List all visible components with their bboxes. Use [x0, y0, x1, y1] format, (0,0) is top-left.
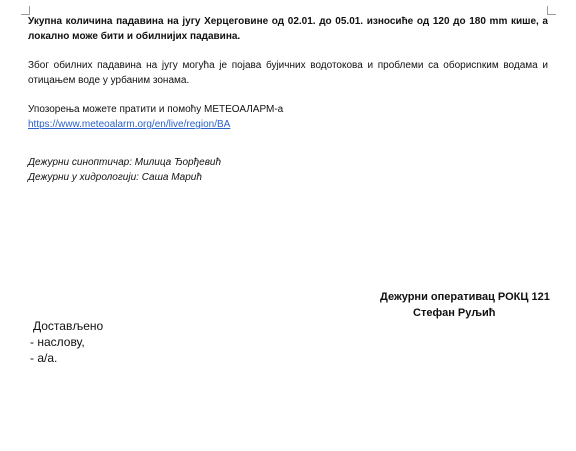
signature-block: [380, 289, 570, 321]
warning-text: Упозорења можете пратити и помоћу МЕТЕОАЛАРМ-а: [28, 104, 284, 115]
delivered-item-addressee: - наслову,: [30, 335, 85, 349]
signature-title: Дежурни оперативац РОКЦ 121: [380, 291, 550, 303]
risk-paragraph: Због обилних падавина на југу могућа је појава бујичних водотокова и проблеми са оборисnким водама и отицањем воде у урбаним зонама.: [28, 60, 548, 86]
meteoalarm-link[interactable]: https://www.meteoalarm.org/en/live/region/BA: [28, 119, 231, 130]
duty-staff-block: [28, 155, 548, 185]
duty-hydrology: Дежурни у хидрологији: Саша Марић: [28, 172, 202, 183]
delivered-heading: Достављено: [33, 319, 104, 333]
duty-synoptic: Дежурни синоптичар: Милица Ђорђевић: [28, 157, 222, 168]
signature-name: Стефан Руљић: [413, 307, 496, 319]
warning-block: [28, 102, 548, 132]
delivered-block: [30, 318, 103, 366]
delivered-item-archive: - а/а.: [30, 351, 58, 365]
forecast-paragraph: Укупна количина падавина на југу Херцеговине од 02.01. до 05.01. износиће од 120 до 180 mm кише, а локално може бити и обилнијих падавина.: [28, 16, 548, 42]
crop-mark-top-right: [547, 6, 556, 15]
